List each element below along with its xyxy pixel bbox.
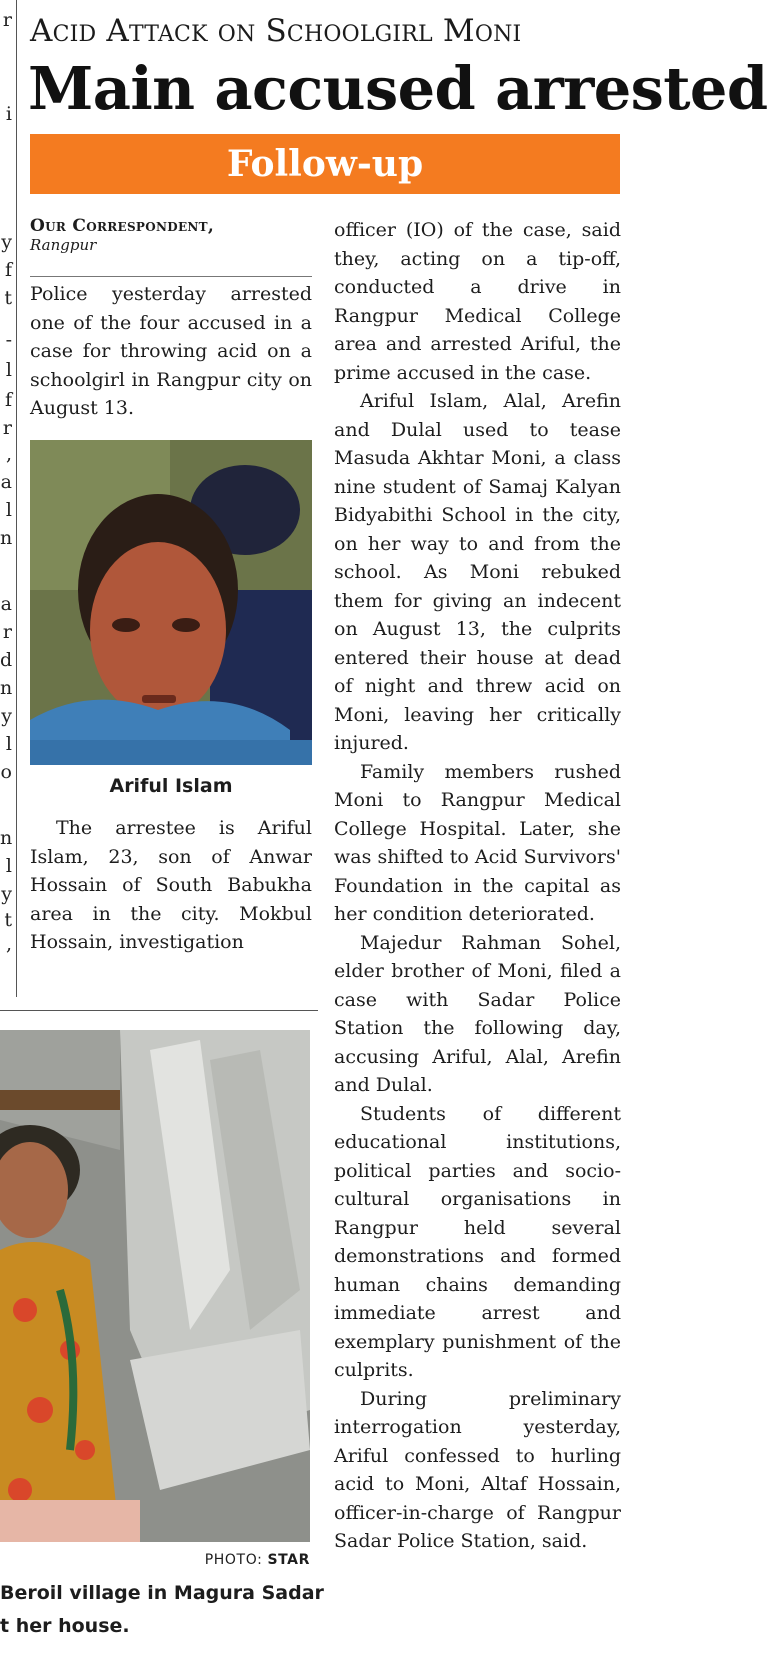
village-photo xyxy=(0,1030,310,1542)
edge-fragment: y xyxy=(1,883,12,905)
edge-fragment: t xyxy=(4,909,12,931)
edge-fragment: l xyxy=(5,359,12,381)
caption-line: t her house. xyxy=(0,1615,130,1637)
edge-fragment: n xyxy=(0,677,13,699)
edge-fragment: r xyxy=(2,621,12,643)
accused-photo xyxy=(30,440,312,765)
article-headline: Main accused arrested xyxy=(28,54,768,123)
edge-fragment: r xyxy=(2,9,12,31)
dateline: Rangpur xyxy=(30,236,97,254)
edge-fragment: , xyxy=(5,443,12,465)
edge-fragment: r xyxy=(2,417,12,439)
byline-name: Our Correspondent, xyxy=(30,216,215,236)
lead-text: Police yesterday arrested one of the four accused in a case for throwing acid on a schoolgirl in Rangpur city on August 13. xyxy=(30,283,312,419)
photo-credit-prefix: PHOTO: xyxy=(204,1552,268,1568)
edge-fragment: , xyxy=(5,933,12,955)
lead-paragraph xyxy=(30,280,312,423)
section-divider xyxy=(0,1010,318,1011)
article-kicker: Acid Attack on Schoolgirl Moni xyxy=(30,13,522,49)
village-photo-caption xyxy=(0,1577,324,1643)
body-paragraph: The arrestee is Ariful Islam, 23, son of Anwar Hossain of South Babukha area in the city. Mokbul Hossain, investigation xyxy=(30,817,312,953)
byline-rule xyxy=(30,276,312,277)
edge-fragment: o xyxy=(0,761,12,783)
edge-fragment: t xyxy=(4,287,12,309)
column-divider xyxy=(16,0,17,997)
edge-fragment: a xyxy=(0,593,12,615)
edge-fragment: n xyxy=(0,527,13,549)
caption-line: Beroil village in Magura Sadar xyxy=(0,1582,324,1604)
edge-fragment: l xyxy=(5,733,12,755)
photo-credit-source: STAR xyxy=(267,1552,310,1568)
photo-credit xyxy=(100,1551,310,1569)
body-paragraph: officer (IO) of the case, said they, acting on a tip-off, conducted a drive in Rangpur Medical College area and arrested Ariful, the prime accused in the case. xyxy=(334,219,621,384)
edge-fragment: l xyxy=(5,499,12,521)
body-paragraph: Family members rushed Moni to Rangpur Medical College Hospital. Later, she was shifted to Acid Survivors' Foundation in the capital as her condition deteriorated. xyxy=(334,760,621,925)
edge-fragment: n xyxy=(0,827,13,849)
edge-fragment: y xyxy=(1,705,12,727)
follow-up-banner: Follow-up xyxy=(30,134,620,194)
byline xyxy=(30,216,312,254)
edge-fragment: y xyxy=(1,231,12,253)
edge-fragment: l xyxy=(5,855,12,877)
body-paragraph: Majedur Rahman Sohel, elder brother of Moni, filed a case with Sadar Police Station the following day, accusing Ariful, Alal, Arefin and Dulal. xyxy=(334,931,621,1096)
edge-fragment: a xyxy=(0,471,12,493)
edge-fragment: f xyxy=(4,389,12,411)
column-1-body xyxy=(30,814,312,957)
edge-fragment: d xyxy=(0,649,13,671)
body-paragraph: Ariful Islam, Alal, Arefin and Dulal used to tease Masuda Akhtar Moni, a class nine student of Samaj Kalyan Bidyabithi School in the city, on her way to and from the school. As Moni rebuked them for giving an indecent on August 13, the culprits entered their house at dead of night and threw acid on Moni, leaving her critically injured. xyxy=(334,390,621,754)
photo-caption: Ariful Islam xyxy=(109,775,233,797)
edge-fragment: i xyxy=(5,103,12,125)
body-paragraph: Students of different educational institutions, political parties and socio-cultural organisations in Rangpur held several demonstrations and formed human chains demanding immediate arrest and exemplary punishment of the culprits. xyxy=(334,1102,621,1381)
accused-photo-illustration xyxy=(30,440,312,765)
body-paragraph: During preliminary interrogation yesterday, Ariful confessed to hurling acid to Moni, Altaf Hossain, officer-in-charge of Rangpur Sadar Police Station, said. xyxy=(334,1387,621,1552)
column-2-body xyxy=(334,216,621,1556)
edge-fragment: - xyxy=(5,329,12,351)
village-photo-illustration xyxy=(0,1030,310,1542)
edge-fragment: f xyxy=(4,259,12,281)
